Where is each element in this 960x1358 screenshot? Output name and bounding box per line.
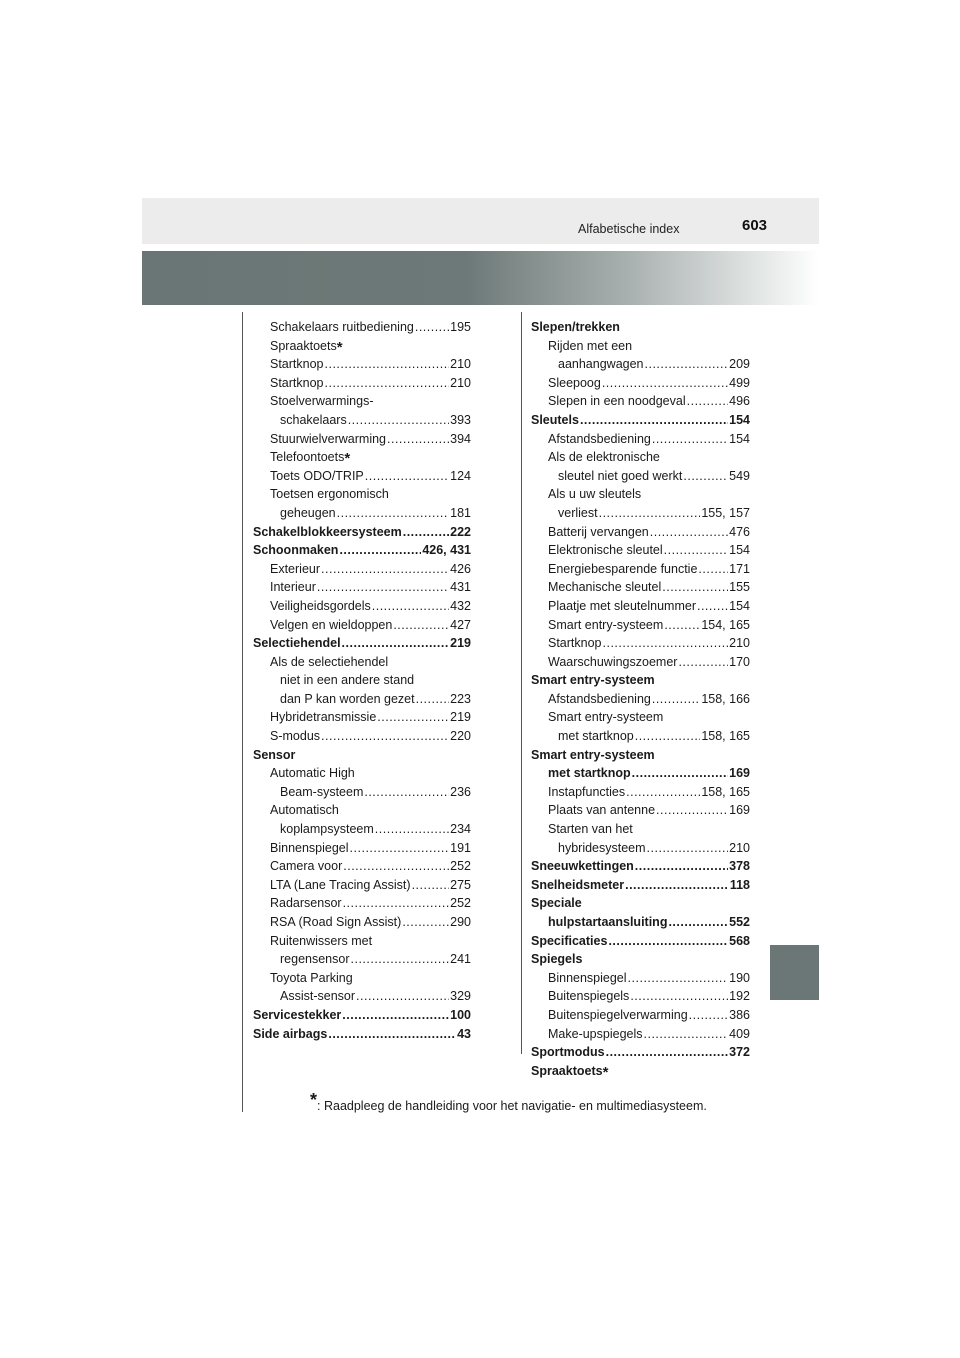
index-entry-page: 427 [450, 617, 471, 632]
index-entry-page: 169 [729, 766, 750, 781]
index-entry-page: 431 [450, 580, 471, 595]
index-entry-label: verliest [558, 505, 598, 520]
index-entry-label: Buitenspiegels [548, 989, 630, 1004]
index-entry [531, 392, 750, 411]
index-entry-label: Camera voor [270, 859, 343, 874]
dot-leader [625, 876, 729, 895]
index-entry-page: 496 [729, 394, 750, 409]
index-entry [531, 820, 750, 839]
dot-leader [416, 690, 450, 709]
index-entry-page: 181 [450, 505, 471, 520]
index-entry [531, 485, 750, 504]
dot-leader [375, 820, 449, 839]
index-entry-label: koplampsysteem [280, 822, 374, 837]
index-entry [531, 355, 750, 374]
index-entry-label: Interieur [270, 580, 316, 595]
dot-leader [647, 839, 729, 858]
index-entry [531, 597, 750, 616]
index-entry-label: Slepen/trekken [531, 320, 620, 334]
index-entry-label: Startknop [548, 636, 602, 651]
index-entry [253, 392, 471, 411]
index-entry-label: S-modus [270, 729, 321, 744]
index-entry-label: Plaats van antenne [548, 803, 656, 818]
index-entry-page: 171 [729, 561, 750, 576]
index-entry-label: Make-upspiegels [548, 1026, 643, 1041]
index-entry-label: Automatic High [270, 766, 355, 781]
index-entry [253, 764, 471, 783]
index-entry-page: 219 [450, 710, 471, 725]
index-entry-label: Afstandsbediening [548, 691, 651, 706]
dot-leader [372, 597, 449, 616]
index-entry-page: 210 [450, 357, 471, 372]
index-entry [531, 318, 750, 337]
index-entry-label: Binnenspiegel [270, 840, 349, 855]
index-entry: Telefoontoets * [270, 450, 351, 468]
dot-leader [652, 430, 728, 449]
index-entry-page: 155 [729, 580, 750, 595]
index-entry [531, 634, 750, 653]
dot-leader [343, 894, 450, 913]
index-entry-label: Schakelaars ruitbediening [270, 320, 414, 334]
dot-leader [635, 727, 701, 746]
footnote [310, 1090, 707, 1115]
index-entry [253, 913, 471, 932]
index-entry-page: 154 [729, 543, 750, 558]
index-entry-page: 568 [729, 933, 750, 948]
index-entry [253, 950, 471, 969]
dot-leader [632, 764, 728, 783]
index-entry [531, 913, 750, 932]
column-divider-rule [521, 312, 522, 1054]
dot-leader [415, 318, 449, 337]
dot-leader [321, 727, 449, 746]
index-entry [253, 1006, 471, 1025]
dot-leader [337, 504, 450, 523]
dot-leader [687, 392, 729, 411]
index-entry-label: aanhangwagen [558, 357, 644, 372]
index-entry [253, 355, 471, 374]
index-entry-page: 220 [450, 729, 471, 744]
index-entry-page: 154, 165 [701, 617, 750, 632]
index-entry-page: 195 [450, 320, 471, 334]
index-entry [531, 839, 750, 858]
index-entry-page: 100 [450, 1007, 471, 1022]
index-entry-label: Velgen en wieldoppen [270, 617, 393, 632]
index-entry-label: niet in een andere stand [280, 673, 415, 688]
index-entry-page: 476 [729, 524, 750, 539]
index-entry [253, 708, 471, 727]
dot-leader [387, 430, 449, 449]
index-entry-label: Energiebesparende functie [548, 561, 698, 576]
index-entry-label: Specificaties [531, 933, 608, 948]
index-entry-label: Plaatje met sleutelnummer [548, 598, 696, 613]
index-entry [253, 578, 471, 597]
index-entry-page: 252 [450, 859, 471, 874]
dot-leader [678, 653, 728, 672]
dot-leader [402, 913, 449, 932]
footnote-text: : Raadpleeg de handleiding voor het navigatie- en multimediasysteem. [317, 1099, 707, 1113]
index-entry-page: 209 [729, 357, 750, 372]
index-entry-label: Spiegels [531, 952, 583, 967]
dot-leader [412, 876, 450, 895]
index-entry-label: Spraaktoets [270, 338, 337, 353]
index-entry-label: regensensor [280, 952, 350, 967]
dot-leader [662, 578, 728, 597]
index-entry [253, 839, 471, 858]
index-entry-page: 169 [729, 803, 750, 818]
index-entry [253, 634, 471, 653]
dot-leader [339, 541, 421, 560]
index-entry [531, 616, 750, 635]
index-entry-label: Buitenspiegelverwarming [548, 1007, 688, 1022]
index-entry-label: Servicestekker [253, 1007, 342, 1022]
index-entry-label: Exterieur [270, 561, 321, 576]
index-entry [253, 876, 471, 895]
index-entry-label: Snelheidsmeter [531, 877, 625, 892]
index-entry-label: LTA (Lane Tracing Assist) [270, 877, 411, 892]
dot-leader [606, 1043, 729, 1062]
index-entry-page: 43 [457, 1026, 471, 1041]
index-entry [253, 560, 471, 579]
dot-leader [689, 1006, 728, 1025]
index-entry-label: Startknop [270, 375, 324, 390]
dot-leader [342, 634, 450, 653]
dot-leader [635, 857, 728, 876]
footnote-marker: * [310, 1090, 318, 1110]
index-entry [531, 708, 750, 727]
index-entry [253, 801, 471, 820]
dot-leader [645, 355, 729, 374]
index-entry-page: 549 [729, 468, 750, 483]
index-entry-page: 219 [450, 636, 471, 651]
index-entry [253, 969, 471, 988]
index-entry-label: Als de elektronische [548, 450, 660, 465]
dot-leader [351, 950, 450, 969]
dot-leader [342, 1006, 449, 1025]
index-entry-page: 223 [450, 691, 471, 706]
index-entry-label: Rijden met een [548, 338, 633, 353]
index-entry-label: Waarschuwingszoemer [548, 654, 678, 669]
index-entry [531, 987, 750, 1006]
index-entry-label: Startknop [270, 357, 324, 372]
index-entry [253, 671, 471, 690]
index-entry-page: 154 [729, 598, 750, 613]
index-entry-label: Als de selectiehendel [270, 654, 389, 669]
index-entry-label: Side airbags [253, 1026, 328, 1041]
dot-leader [364, 783, 449, 802]
index-entry-label: Smart entry-systeem [548, 710, 664, 725]
dot-leader [664, 541, 728, 560]
index-entry-label: sleutel niet goed werkt [558, 468, 683, 483]
index-entry [253, 653, 471, 672]
index-entry-page: 158, 165 [701, 784, 750, 799]
header-gradient-band [142, 251, 819, 305]
index-entry-label: hybridesysteem [558, 840, 646, 855]
index-entry [531, 764, 750, 783]
index-entry [531, 857, 750, 876]
dot-leader [348, 411, 449, 430]
index-entry-page: 118 [729, 877, 750, 892]
index-entry [253, 467, 471, 486]
index-entry [531, 801, 750, 820]
index-entry-page: 275 [450, 877, 471, 892]
index-entry-label: Hybridetransmissie [270, 710, 377, 725]
index-entry [531, 727, 750, 746]
dot-leader [317, 578, 449, 597]
index-entry: Spraaktoets * [531, 1063, 609, 1081]
index-entry-page: 158, 165 [701, 729, 750, 744]
index-entry [531, 932, 750, 951]
dot-leader [644, 1025, 729, 1044]
index-entry [253, 727, 471, 746]
index-entry [253, 504, 471, 523]
index-entry-page: 154 [729, 412, 750, 427]
index-entry [531, 1006, 750, 1025]
index-entry [531, 671, 750, 690]
index-entry-label: Schakelblokkeersysteem [253, 524, 402, 539]
index-entry-label: Smart entry-systeem [548, 617, 664, 632]
index-entry-page: 158, 166 [701, 691, 750, 706]
index-entry [253, 523, 471, 542]
index-entry-page: 192 [729, 989, 750, 1004]
index-entry-label: Binnenspiegel [548, 970, 627, 985]
index-entry [531, 783, 750, 802]
index-entry-label: Sneeuwkettingen [531, 859, 634, 874]
index-entry-page: 155, 157 [701, 505, 750, 520]
index-entry-page: 124 [450, 468, 471, 483]
index-entry-page: 222 [450, 524, 471, 539]
dot-leader [608, 932, 728, 951]
index-entry-page: 154 [729, 431, 750, 446]
index-entry [253, 597, 471, 616]
index-entry-label: Radarsensor [270, 896, 342, 911]
index-entry [253, 430, 471, 449]
index-entry [253, 411, 471, 430]
chapter-tab-marker [770, 945, 819, 1000]
dot-leader [698, 560, 728, 579]
dot-leader [365, 467, 449, 486]
index-entry-page: 252 [450, 896, 471, 911]
dot-leader [650, 523, 728, 542]
index-entry [531, 430, 750, 449]
index-entry-label: RSA (Road Sign Assist) [270, 915, 402, 929]
index-entry-page: 409 [729, 1026, 750, 1041]
dot-leader [321, 560, 449, 579]
dot-leader [377, 708, 449, 727]
index-entry [253, 746, 471, 765]
index-entry-label: Starten van het [548, 822, 633, 837]
index-entry-label: Assist-sensor [280, 989, 356, 1004]
index-entry-label: Spraaktoets [531, 1063, 603, 1078]
index-entry [531, 374, 750, 393]
dot-leader [628, 969, 729, 988]
index-entry-label: hulpstartaansluiting [548, 915, 668, 929]
index-column-right [531, 318, 750, 1080]
index-entry-page: 210 [450, 375, 471, 390]
index-entry [531, 894, 750, 913]
index-entry [253, 1025, 471, 1044]
index-entry-label: Sportmodus [531, 1045, 605, 1060]
index-entry-label: Selectiehendel [253, 636, 341, 651]
index-entry-page: 426, 431 [422, 543, 471, 558]
index-entry-label: Elektronische sleutel [548, 543, 663, 558]
index-entry-label: Stoelverwarmings- [270, 394, 374, 409]
dot-leader [603, 634, 729, 653]
index-entry-label: Schoonmaken [253, 543, 339, 558]
index-entry-page: 432 [450, 598, 471, 613]
index-entry [531, 969, 750, 988]
dot-leader [350, 839, 450, 858]
index-entry-label: geheugen [280, 505, 336, 520]
index-entry-label: Telefoontoets [270, 450, 345, 465]
index-entry [531, 876, 750, 895]
index-entry [253, 541, 471, 560]
index-entry-label: met startknop [558, 729, 634, 744]
index-entry-label: Smart entry-systeem [531, 673, 655, 688]
index-entry-label: Smart entry-systeem [531, 747, 655, 762]
index-entry [253, 783, 471, 802]
index-entry-page: 426 [450, 561, 471, 576]
dot-leader [656, 801, 728, 820]
index-entry-page: 393 [450, 412, 471, 427]
index-entry-label: met startknop [548, 766, 631, 781]
dot-leader [630, 987, 728, 1006]
index-entry-page: 210 [729, 840, 750, 855]
index-entry [253, 820, 471, 839]
index-entry-label: Sleepoog [548, 375, 601, 390]
index-entry [531, 746, 750, 765]
dot-leader [580, 411, 728, 430]
index-entry-label: Ruitenwissers met [270, 933, 373, 948]
index-entry-label: schakelaars [280, 412, 347, 427]
index-entry-label: Toetsen ergonomisch [270, 487, 389, 502]
index-entry-page: 329 [450, 989, 471, 1004]
page-number: 603 [742, 217, 768, 234]
index-entry [531, 411, 750, 430]
index-entry [531, 448, 750, 467]
index-entry: Spraaktoets * [270, 338, 343, 356]
index-entry-label: Afstandsbediening [548, 431, 651, 446]
index-entry [531, 578, 750, 597]
index-entry-label: Veiligheidsgordels [270, 598, 371, 613]
index-entry [531, 337, 750, 356]
index-entry-page: 372 [729, 1045, 750, 1060]
index-entry [253, 987, 471, 1006]
index-entry-page: 394 [450, 431, 471, 446]
index-entry-label: Slepen in een noodgeval [548, 394, 686, 409]
dot-leader [328, 1025, 456, 1044]
index-entry-label: Toets ODO/TRIP [270, 468, 364, 483]
index-entry-label: Instapfuncties [548, 784, 626, 799]
dot-leader [343, 857, 449, 876]
dot-leader [599, 504, 701, 523]
index-entry-page: 170 [729, 654, 750, 669]
index-entry-page: 241 [450, 952, 471, 967]
index-entry-page: 236 [450, 784, 471, 799]
index-entry-label: Sensor [253, 747, 296, 762]
index-entry-label: Speciale [531, 896, 582, 911]
index-entry-page: 190 [729, 970, 750, 985]
index-entry [531, 950, 750, 969]
index-entry [253, 485, 471, 504]
index-entry [253, 690, 471, 709]
index-entry [253, 857, 471, 876]
dot-leader [403, 523, 449, 542]
index-entry [531, 467, 750, 486]
index-entry [253, 318, 471, 337]
dot-leader [652, 690, 700, 709]
index-entry-page: 210 [729, 636, 750, 651]
dot-leader [356, 987, 449, 1006]
index-entry [531, 690, 750, 709]
index-entry-label: Toyota Parking [270, 970, 353, 985]
index-entry [531, 541, 750, 560]
index-entry-page: 378 [729, 859, 750, 874]
dot-leader [668, 913, 728, 932]
dot-leader [325, 355, 450, 374]
index-entry-label: dan P kan worden gezet [280, 691, 415, 706]
index-entry-page: 191 [450, 840, 471, 855]
dot-leader [393, 616, 449, 635]
index-entry [531, 504, 750, 523]
index-entry-page: 552 [729, 915, 750, 929]
index-entry-label: Beam-systeem [280, 784, 364, 799]
index-entry [531, 560, 750, 579]
index-entry-page: 290 [450, 915, 471, 929]
dot-leader [683, 467, 728, 486]
dot-leader [602, 374, 728, 393]
index-entry-page: 499 [729, 375, 750, 390]
index-entry [253, 932, 471, 951]
index-entry-label: Sleutels [531, 412, 579, 427]
index-entry [531, 653, 750, 672]
index-entry-label: Batterij vervangen [548, 524, 649, 539]
dot-leader [325, 374, 450, 393]
index-entry [531, 1025, 750, 1044]
index-entry [253, 374, 471, 393]
index-entry-label: Stuurwielverwarming [270, 431, 387, 446]
index-entry-label: Automatisch [270, 803, 339, 818]
index-column-left [253, 318, 471, 1043]
header-band [142, 198, 819, 244]
section-title: Alfabetische index [578, 222, 680, 236]
index-entry [253, 894, 471, 913]
dot-leader [626, 783, 700, 802]
dot-leader [697, 597, 728, 616]
index-entry [531, 1043, 750, 1062]
index-entry-page: 234 [450, 822, 471, 837]
left-margin-rule [242, 312, 243, 1112]
index-entry-page: 386 [729, 1007, 750, 1022]
index-entry-label: Mechanische sleutel [548, 580, 662, 595]
index-entry [253, 616, 471, 635]
index-entry-label: Als u uw sleutels [548, 487, 642, 502]
dot-leader [664, 616, 700, 635]
index-entry [531, 523, 750, 542]
